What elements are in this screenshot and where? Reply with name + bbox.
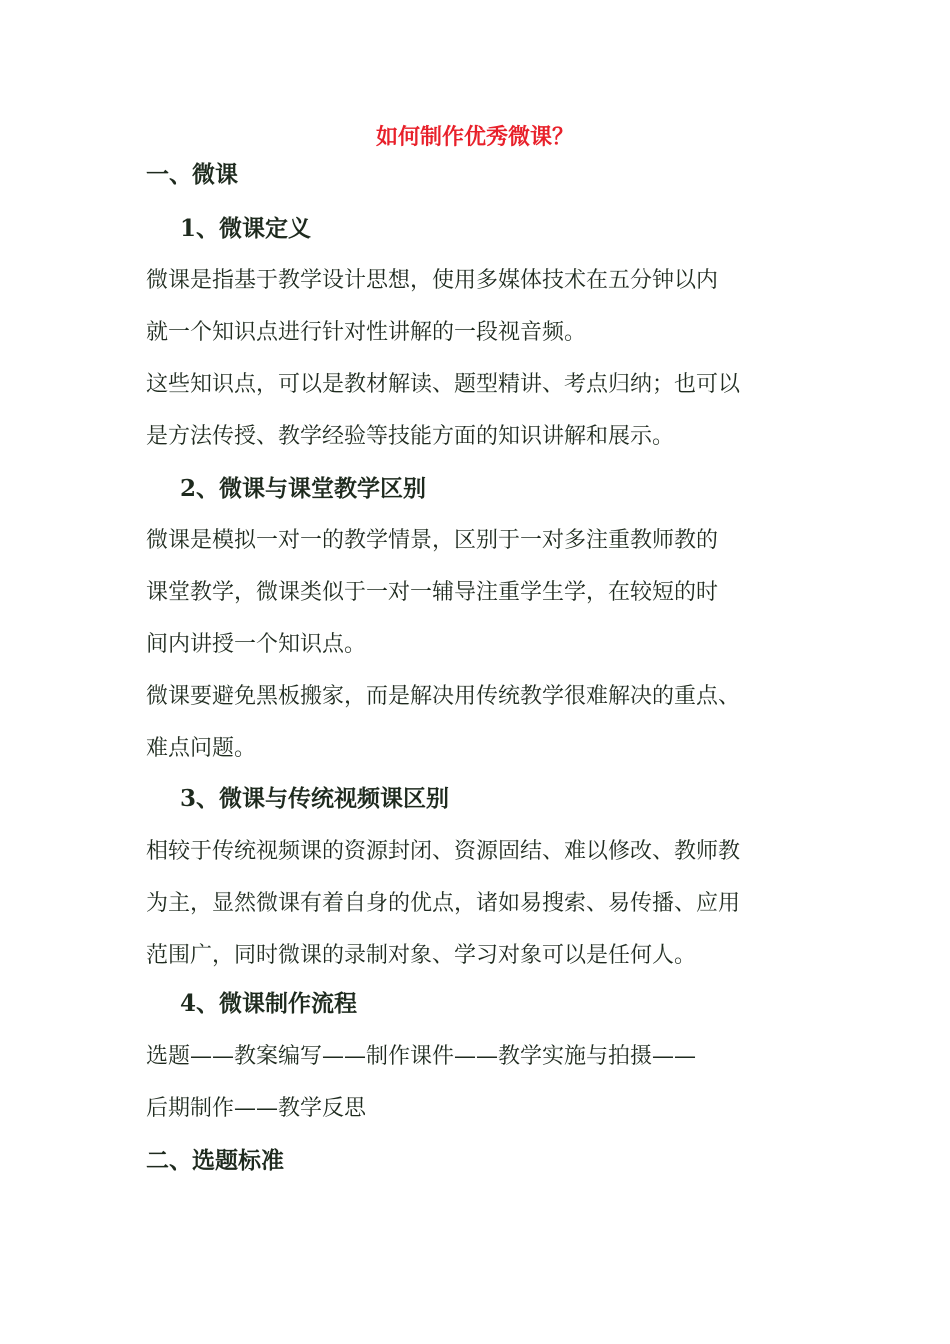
paragraph-definition [146, 255, 836, 359]
paragraph-line: 选题——教案编写——制作课件——教学实施与拍摄—— [146, 1044, 697, 1069]
subsection-heading-definition: 1、微课定义 [180, 215, 312, 242]
paragraph-line: 为主，显然微课有着自身的优点，诸如易搜索、易传播、应用 [146, 891, 741, 916]
paragraph-line: 范围广，同时微课的录制对象、学习对象可以是任何人。 [146, 943, 697, 968]
section-heading-1: 一、微课 [146, 161, 238, 188]
paragraph-line: 相较于传统视频课的资源封闭、资源固结、难以修改、教师教 [146, 839, 741, 864]
subsection-heading-classroom-difference: 2、微课与课堂教学区别 [180, 475, 427, 502]
subsection-heading-production-process: 4、微课制作流程 [180, 990, 358, 1017]
paragraph-line: 这些知识点，可以是教材解读、题型精讲、考点归纳；也可以 [146, 372, 741, 397]
paragraph-line: 微课是指基于教学设计思想，使用多媒体技术在五分钟以内 [146, 268, 719, 293]
paragraph-line: 间内讲授一个知识点。 [146, 632, 367, 657]
paragraph-knowledge-points [146, 359, 836, 463]
paragraph-line: 就一个知识点进行针对性讲解的一段视音频。 [146, 320, 587, 345]
paragraph-avoid-blackboard [146, 671, 836, 775]
paragraph-video-difference [146, 826, 836, 982]
paragraph-line: 难点问题。 [146, 736, 257, 761]
paragraph-line: 微课是模拟一对一的教学情景，区别于一对多注重教师教的 [146, 528, 719, 553]
paragraph-line: 微课要避免黑板搬家，而是解决用传统教学很难解决的重点、 [146, 684, 741, 709]
paragraph-line: 是方法传授、教学经验等技能方面的知识讲解和展示。 [146, 424, 675, 449]
paragraph-production-process [146, 1031, 836, 1135]
document-title: 如何制作优秀微课？ [375, 124, 574, 150]
subsection-heading-video-difference: 3、微课与传统视频课区别 [180, 785, 450, 812]
paragraph-classroom-difference [146, 515, 836, 671]
paragraph-line: 后期制作——教学反思 [146, 1096, 367, 1121]
paragraph-line: 课堂教学，微课类似于一对一辅导注重学生学，在较短的时 [146, 580, 719, 605]
section-heading-2: 二、选题标准 [146, 1147, 284, 1174]
